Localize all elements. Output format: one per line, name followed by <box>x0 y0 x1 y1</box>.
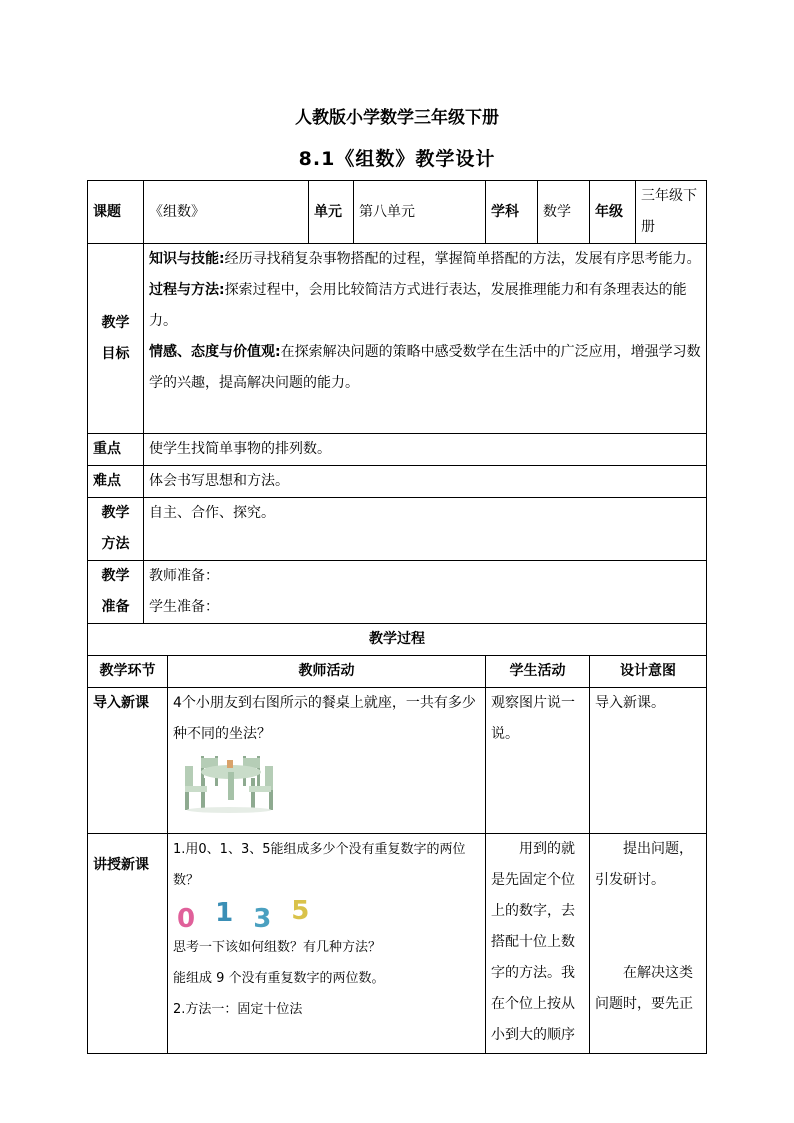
goals-row <box>88 244 707 434</box>
teacher-new: 1.用0、1、3、5能组成多少个没有重复数字的两位数？ 0 1 3 5 思考一下该如何组数？有几种方法？ 能组成 9 个没有重复数字的两位数。 2.方法一：固定十位法 <box>168 834 486 1054</box>
process-row-intro <box>88 688 707 834</box>
teacher-think: 思考一下该如何组数？有几种方法？ <box>173 940 382 955</box>
goals-label: 教学 目标 <box>88 244 144 434</box>
key-point-row <box>88 434 707 466</box>
student-intro: 观察图片说一说。 <box>486 688 590 834</box>
dining-table-chairs-illustration <box>181 752 277 814</box>
difficulty-label: 难点 <box>88 466 144 498</box>
process-header-row <box>88 656 707 688</box>
method-text: 自主、合作、探究。 <box>144 498 707 561</box>
grade-value: 三年级下册 <box>636 181 707 244</box>
col-student-header: 学生活动 <box>486 656 590 688</box>
intent-new: 提出问题，引发研讨。 在解决这类问题时，要先正 <box>590 834 707 1054</box>
prep-student: 学生准备： <box>149 599 219 615</box>
intent-intro: 导入新课。 <box>590 688 707 834</box>
topic-value: 《组数》 <box>144 181 309 244</box>
teacher-method: 2.方法一：固定十位法 <box>173 1002 303 1017</box>
col-teacher-header: 教师活动 <box>168 656 486 688</box>
stage-intro: 导入新课 <box>88 688 168 834</box>
prep-content <box>144 561 707 624</box>
teacher-intro: 4个小朋友到右图所示的餐桌上就座，一共有多少种不同的坐法？ <box>168 688 486 834</box>
prep-row <box>88 561 707 624</box>
digit-1: 1 <box>215 898 234 928</box>
grade-label: 年级 <box>590 181 636 244</box>
process-title: 教学过程 <box>88 624 707 656</box>
page-title: 人教版小学数学三年级下册 <box>295 108 499 128</box>
topic-label: 课题 <box>88 181 144 244</box>
difficulty-row <box>88 466 707 498</box>
stage-new: 讲授新课 <box>88 834 168 1054</box>
goal-process: 过程与方法:探索过程中，会用比较简洁方式进行表达，发展推理能力和有条理表达的能力。 <box>149 282 687 329</box>
method-row <box>88 498 707 561</box>
goal-attitude: 情感、态度与价值观:在探索解决问题的策略中感受数学在生活中的广泛应用，增强学习数学的兴趣，提高解决问题的能力。 <box>149 344 701 391</box>
digit-5: 5 <box>291 896 310 926</box>
teacher-answer: 能组成 9 个没有重复数字的两位数。 <box>173 971 385 986</box>
goals-content <box>144 244 707 434</box>
student-new: 用到的就是先固定个位上的数字，去搭配十位上数字的方法。我在个位上按从小到大的顺序 <box>486 834 590 1054</box>
goal-knowledge: 知识与技能:经历寻找稍复杂事物搭配的过程，掌握简单搭配的方法，发展有序思考能力。 <box>149 251 701 267</box>
key-point-label: 重点 <box>88 434 144 466</box>
process-title-row <box>88 624 707 656</box>
lesson-plan-table <box>87 180 707 1054</box>
subject-label: 学科 <box>486 181 538 244</box>
colored-digits-illustration <box>173 896 480 932</box>
col-intent-header: 设计意图 <box>590 656 707 688</box>
key-point-text: 使学生找简单事物的排列数。 <box>144 434 707 466</box>
digit-0: 0 <box>177 904 196 934</box>
prep-teacher: 教师准备： <box>149 568 219 584</box>
digit-3: 3 <box>253 904 272 934</box>
col-stage-header: 教学环节 <box>88 656 168 688</box>
method-label: 教学 方法 <box>88 498 144 561</box>
prep-label: 教学 准备 <box>88 561 144 624</box>
unit-label: 单元 <box>309 181 354 244</box>
page-subtitle: 8.1《组数》教学设计 <box>298 148 496 170</box>
subject-value: 数学 <box>538 181 590 244</box>
process-row-new <box>88 834 707 1054</box>
difficulty-text: 体会书写思想和方法。 <box>144 466 707 498</box>
info-row <box>88 181 707 244</box>
unit-value: 第八单元 <box>354 181 486 244</box>
